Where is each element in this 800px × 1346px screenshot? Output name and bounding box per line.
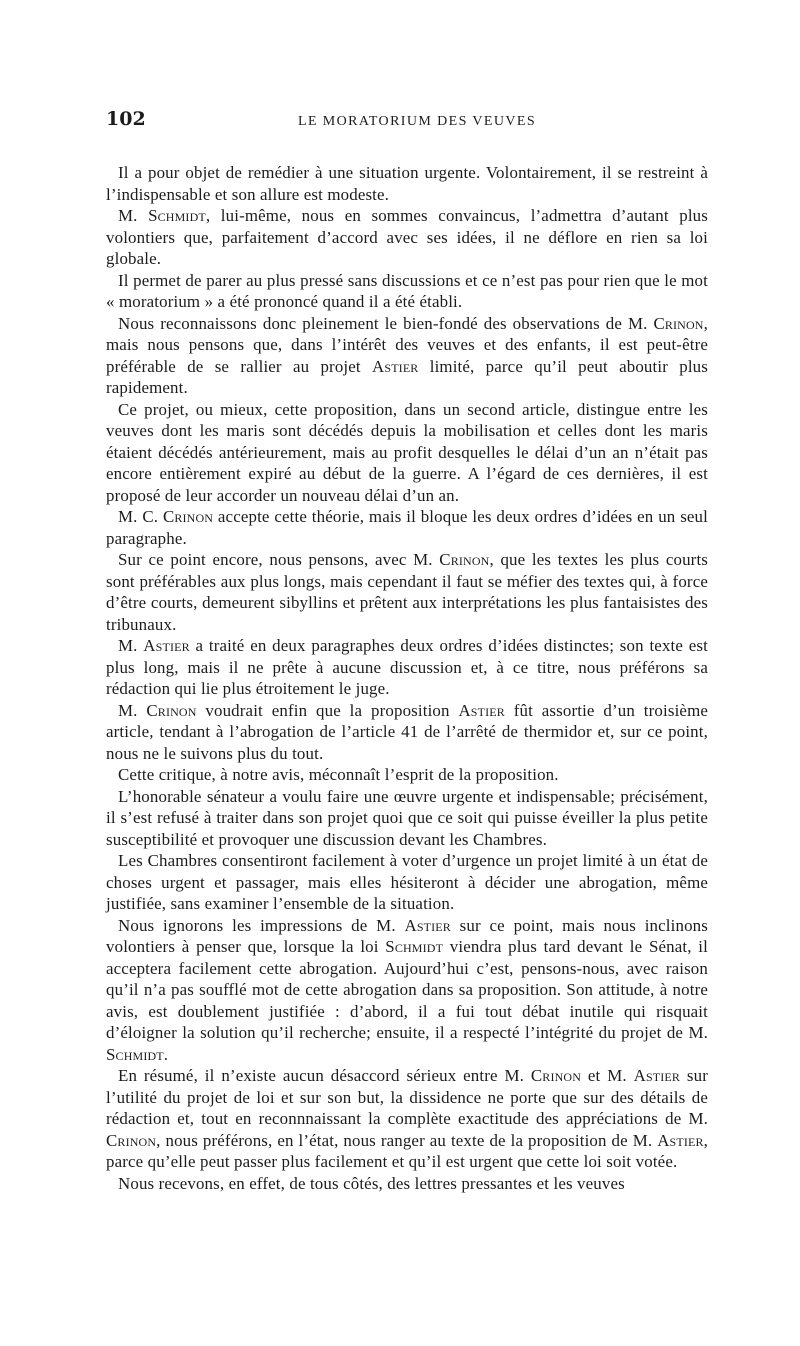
paragraph bbox=[106, 850, 708, 915]
person-name: Schmidt bbox=[106, 1044, 164, 1064]
text-run: Nous reconnaissons donc pleinement le bien-fondé des observations de M. bbox=[118, 313, 654, 333]
person-name: Crinon bbox=[106, 1130, 157, 1150]
paragraph bbox=[106, 1173, 708, 1195]
person-name: Crinon bbox=[146, 700, 197, 720]
text-run: viendra plus tard devant le Sénat, il acceptera facilement cette abrogation. Aujourd’hui c’est, pensons-nous, avec raison qu’il n’a pas soufflé mot de cette abrogation dans sa proposition. Son attitude, à notre avis, est doublement justifiée : d’abord, il a fui tout débat inutile qui risquait d’éloigner la solution qu’il recherche; ensuite, il a respecté l’intégrité du projet de M. bbox=[106, 937, 708, 1042]
text-run: Cette critique, à notre avis, méconnaît l’esprit de la proposition. bbox=[118, 765, 559, 784]
text-run: Sur ce point encore, nous pensons, avec M. bbox=[118, 550, 440, 569]
text-run: M. bbox=[118, 206, 149, 225]
text-run: accepte cette théorie, mais il bloque les deux ordres d’idées en un seul paragraphe. bbox=[106, 507, 709, 548]
person-name: Crinon bbox=[162, 507, 214, 526]
text-run: , que les textes les plus courts sont préférables aux plus longs, mais cependant il faut se méfier des textes qui, à force d’être courts, demeurent sibyllins et prêtent aux interprétations les plus fantaisistes des tribunaux. bbox=[106, 550, 709, 634]
paragraph bbox=[106, 549, 708, 635]
paragraph bbox=[106, 313, 708, 399]
text-run: Ce projet, ou mieux, cette proposition, dans un second article, distingue entre les veuves dont les maris sont décédés depuis la mobilisation et celles dont les maris étaient décédés antérieurement, mais au profit desquelles le délai d’un an n’était pas encore entièrement expiré au début de la guerre. A l’égard de ces dernières, il est proposé de leur accorder un nouveau délai d’un an. bbox=[106, 399, 708, 505]
text-run: Nous ignorons les impressions de M. bbox=[118, 915, 405, 935]
person-name: Crinon bbox=[530, 1066, 582, 1085]
text-run: Nous recevons, en effet, de tous côtés, des lettres pressantes et les veuves bbox=[118, 1173, 625, 1193]
text-run: M. bbox=[118, 636, 144, 655]
text-run: L’honorable sénateur a voulu faire une œuvre urgente et indispensable; précisément, il s’est refusé à traiter dans son projet quoi que ce soit qui puisse éveiller la plus petite susceptibilité et provoquer une discussion devant les Chambres. bbox=[106, 786, 708, 849]
text-run: limité, parce qu’il peut aboutir plus rapidement. bbox=[106, 356, 708, 397]
paragraph bbox=[106, 700, 708, 765]
text-run: Il permet de parer au plus pressé sans discussions et ce n’est pas pour rien que le mot « moratorium » a été prononcé quand il a été établi. bbox=[106, 270, 708, 311]
text-run: , parce qu’elle peut passer plus facilement et qu’il est urgent que cette loi soit votée. bbox=[106, 1130, 708, 1171]
text-run: , nous préférons, en l’état, nous ranger au texte de la proposition de M. bbox=[156, 1130, 658, 1150]
text-run: a traité en deux paragraphes deux ordres d’idées distinctes; son texte est plus long, mais il ne prête à aucune discussion et, à ce titre, nous préférons sa rédaction qui lie plus étroitement le juge. bbox=[106, 636, 708, 698]
running-title: LE MORATORIUM DES VEUVES bbox=[298, 114, 537, 129]
paragraph bbox=[106, 162, 708, 205]
paragraph bbox=[106, 786, 708, 851]
paragraph bbox=[106, 915, 708, 1066]
person-name: Crinon bbox=[439, 550, 490, 569]
person-name: Schmidt bbox=[148, 206, 206, 225]
paragraph bbox=[106, 635, 708, 700]
text-run: M. C. bbox=[118, 507, 163, 526]
text-run: fût assortie d’un troisième article, tendant à l’abrogation de l’article 41 de l’arrêté de thermidor et, sur ce point, nous ne le suivons plus du tout. bbox=[106, 700, 709, 763]
text-run: M. bbox=[118, 700, 147, 720]
text-run: sur l’utilité du projet de loi et sur son but, la dissidence ne porte que sur des détails de rédaction et, tout en reconnnaissant la complète exactitude des appréciations de M. bbox=[106, 1066, 708, 1128]
person-name: Astier bbox=[143, 636, 190, 655]
text-run: et M. bbox=[581, 1066, 634, 1085]
body-text bbox=[106, 162, 708, 1194]
person-name: Astier bbox=[633, 1066, 681, 1085]
paragraph bbox=[106, 764, 708, 786]
person-name: Astier bbox=[404, 915, 451, 935]
paragraph bbox=[106, 205, 708, 270]
text-run: En résumé, il n’existe aucun désaccord sérieux entre M. bbox=[118, 1066, 531, 1085]
text-run: Il a pour objet de remédier à une situation urgente. Volontairement, il se restreint à l’indispensable et son allure est modeste. bbox=[106, 163, 708, 204]
person-name: Astier bbox=[372, 356, 419, 376]
paragraph bbox=[106, 1065, 708, 1173]
person-name: Astier bbox=[458, 700, 505, 720]
text-run: Les Chambres consentiront facilement à voter d’urgence un projet limité à un état de choses urgent et passager, mais elles hésiteront à décider une abrogation, même justifiée, sans examiner l’ensemble de la situation. bbox=[106, 851, 708, 913]
text-run: sur ce point, mais nous inclinons volontiers à penser que, lorsque la loi bbox=[106, 915, 708, 956]
person-name: Schmidt bbox=[385, 937, 444, 956]
paragraph bbox=[106, 399, 708, 507]
page-number: 102 bbox=[106, 108, 146, 130]
text-run: , lui-même, nous en sommes convaincus, l’admettra d’autant plus volontiers que, parfaitement d’accord avec ses idées, il ne déflore en rien sa loi globale. bbox=[106, 206, 708, 268]
paragraph bbox=[106, 506, 708, 549]
text-run: , mais nous pensons que, dans l’intérêt des veuves et des enfants, il est peut-être préférable de se rallier au projet bbox=[106, 313, 708, 376]
text-run: . bbox=[163, 1044, 169, 1064]
person-name: Crinon bbox=[653, 313, 704, 333]
text-run: voudrait enfin que la proposition bbox=[196, 700, 459, 720]
paragraph bbox=[106, 270, 708, 313]
person-name: Astier bbox=[657, 1130, 704, 1150]
